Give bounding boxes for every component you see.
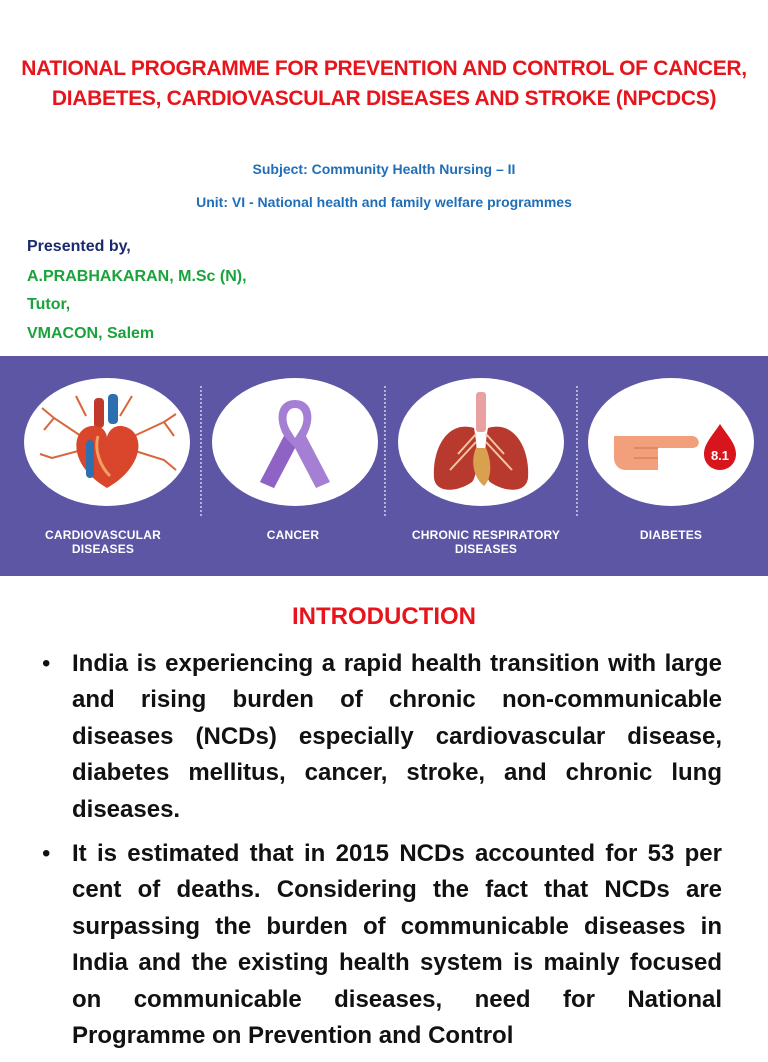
lungs-circle: [398, 378, 564, 506]
intro-bullets: [42, 646, 722, 1062]
label-respiratory: [391, 528, 581, 556]
ribbon-icon: [212, 378, 378, 506]
ribbon-circle: [212, 378, 378, 506]
separator: [576, 386, 578, 516]
presenter-name: A.PRABHAKARAN, M.Sc (N),: [27, 268, 247, 285]
diabetes-circle: [588, 378, 754, 506]
title-line-2: DIABETES, CARDIOVASCULAR DISEASES AND STROKE (NPCDCS): [51, 87, 717, 110]
heart-circle: [24, 378, 190, 506]
drop-value: 8.1: [710, 448, 730, 463]
presenter-institution: VMACON, Salem: [27, 325, 155, 342]
label-cancer: [198, 528, 388, 542]
label-line: CANCER: [266, 528, 320, 542]
label-line: CARDIOVASCULAR: [45, 528, 161, 542]
label-line: DIABETES: [639, 528, 703, 542]
bullet-icon: •: [42, 650, 51, 677]
disease-banner: [0, 356, 768, 576]
intro-heading: INTRODUCTION: [292, 603, 476, 630]
list-item: [42, 646, 722, 828]
bullet-text: It is estimated that in 2015 NCDs accounted for 53 per cent of deaths. Considering the fact that NCDs are surpassing the burden of communicable diseases in India and the existing health system is mainly focused on communicable diseases, need for National Programme on Prevention and Control: [72, 840, 722, 1050]
label-cardiovascular: [8, 528, 198, 556]
label-line: DISEASES: [454, 542, 518, 556]
title-line-1: NATIONAL PROGRAMME FOR PREVENTION AND CONTROL OF CANCER,: [21, 57, 747, 80]
bullet-text: India is experiencing a rapid health transition with large and rising burden of chronic non-communicable diseases (NCDs) especially cardiovascular disease, diabetes mellitus, cancer, stroke, and chronic lung diseases.: [72, 650, 722, 823]
lungs-icon: [398, 378, 564, 506]
unit-text: Unit: VI - National health and family welfare programmes: [196, 194, 572, 210]
separator: [200, 386, 202, 516]
subject-text: Subject: Community Health Nursing – II: [252, 161, 516, 177]
heart-icon: [24, 378, 190, 506]
label-line: CHRONIC RESPIRATORY: [411, 528, 561, 542]
bullet-icon: •: [42, 840, 51, 868]
blood-drop-finger-icon: [588, 378, 754, 506]
label-line: DISEASES: [71, 542, 135, 556]
presented-by-label: Presented by,: [27, 238, 131, 255]
label-diabetes: [576, 528, 766, 542]
presenter-role: Tutor,: [27, 296, 71, 313]
list-item: [42, 836, 722, 1054]
separator: [384, 386, 386, 516]
page-title: [0, 54, 768, 114]
